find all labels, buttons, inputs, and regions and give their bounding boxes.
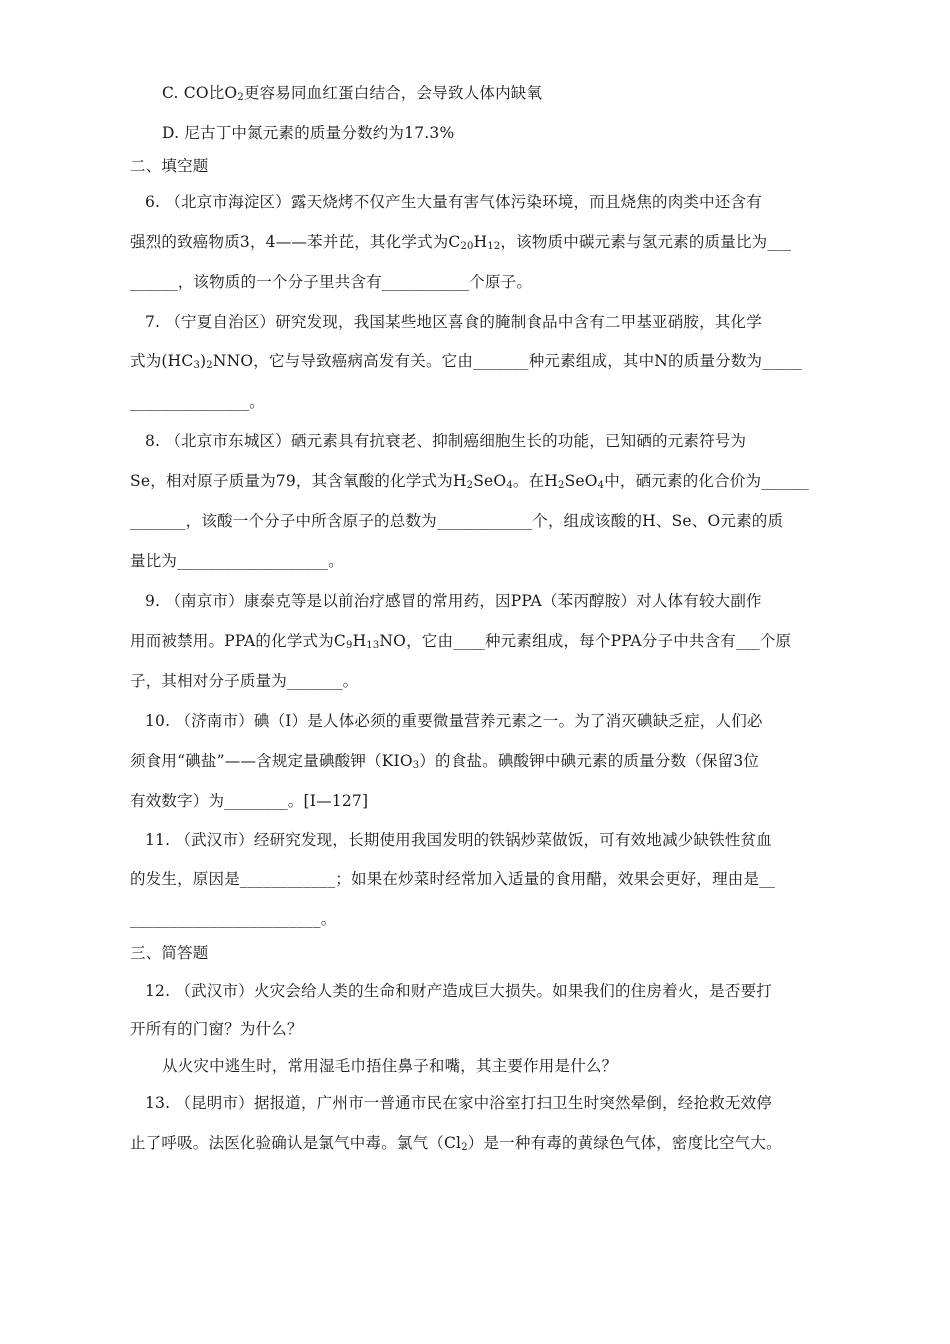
q11-line1: 11. （武汉市）经研究发现，长期使用我国发明的铁锅炒菜做饭，可有效地减少缺铁性贫血	[145, 831, 772, 849]
q8-line1: 8. （北京市东城区）硒元素具有抗衰老、抑制癌细胞生长的功能，已知硒的元素符号为	[145, 432, 747, 450]
q6-line2: 强烈的致癌物质3，4——苯并芘，其化学式为$C_{20}H_{12}$，该物质中碳元素与氢元素的质量比为___	[130, 233, 792, 252]
q7-line1: 7. （宁夏自治区）研究发现，我国某些地区喜食的腌制食品中含有二甲基亚硝胺，其化学	[145, 313, 762, 331]
q10-line2: 须食用“碘盐”——含规定量碘酸钾$(KIO_3)$的食盐。碘酸钾中碘元素的质量分数（保留3位	[130, 752, 760, 771]
q12-line1: 12. （武汉市）火灾会给人类的生命和财产造成巨大损失。如果我们的住房着火，是否要打	[145, 982, 772, 1000]
q6-line3: ______，该物质的一个分子里共含有___________个原子。	[130, 273, 533, 291]
q12-line2: 开所有的门窗？为什么？	[130, 1020, 303, 1038]
q7-line2: 式为$(HC_3)_2NNO$，它与导致癌病高发有关。它由_______种元素组成，其中N的质量分数为_____	[130, 352, 803, 371]
q6-line1: 6. （北京市海淀区）露天烧烤不仅产生大量有害气体污染环境，而且烧焦的肉类中还含有	[145, 193, 762, 211]
q9-line2: 用而被禁用。PPA的化学式为$C_9H_{13}NO$，它由____种元素组成，每个PPA分子中共含有___个原	[130, 632, 792, 651]
q8-line4: 量比为___________________。	[130, 552, 344, 570]
q13-line2: 止了呼吸。法医化验确认是氯气中毒。氯气$(Cl_2)$是一种有毒的黄绿色气体，密度比空气大。	[130, 1134, 782, 1153]
q8-line2: Se，相对原子质量为79，其含氧酸的化学式为$H_2SeO_4$。在$H_2SeO_4$中，硒元素的化合价为______	[130, 472, 809, 491]
section-short-answer-title: 三、简答题	[130, 944, 209, 962]
q8-line3: _______，该酸一个分子中所含原子的总数为____________个，组成该酸的H、Se、O元素的质	[130, 512, 784, 530]
q12-line3: 从火灾中逃生时，常用湿毛巾捂住鼻子和嘴，其主要作用是什么？	[162, 1057, 618, 1075]
option-c: C. CO比$O_2$更容易同血红蛋白结合，会导致人体内缺氧	[162, 84, 543, 103]
q9-line3: 子，其相对分子质量为_______。	[130, 672, 359, 690]
q10-line1: 10. （济南市）碘（I）是人体必须的重要微量营养元素之一。为了消灭碘缺乏症，人们必	[145, 712, 763, 730]
section-fill-in-title: 二、填空题	[130, 157, 209, 175]
q11-line3: ________________________。	[130, 910, 337, 928]
q13-line1: 13. （昆明市）据报道，广州市一普通市民在家中浴室打扫卫生时突然晕倒，经抢救无效停	[145, 1094, 772, 1112]
q10-line3: 有效数字）为________。[I—127]	[130, 792, 369, 810]
q7-line3: _______________。	[130, 393, 265, 411]
q11-line2: 的发生，原因是____________；如果在炒菜时经常加入适量的食用醋，效果会更好，理由是__	[130, 870, 776, 888]
q9-line1: 9. （南京市）康泰克等是以前治疗感冒的常用药，因PPA（苯丙醇胺）对人体有较大副作	[145, 592, 762, 610]
option-d: D. 尼古丁中氮元素的质量分数约为17.3%	[162, 124, 455, 142]
